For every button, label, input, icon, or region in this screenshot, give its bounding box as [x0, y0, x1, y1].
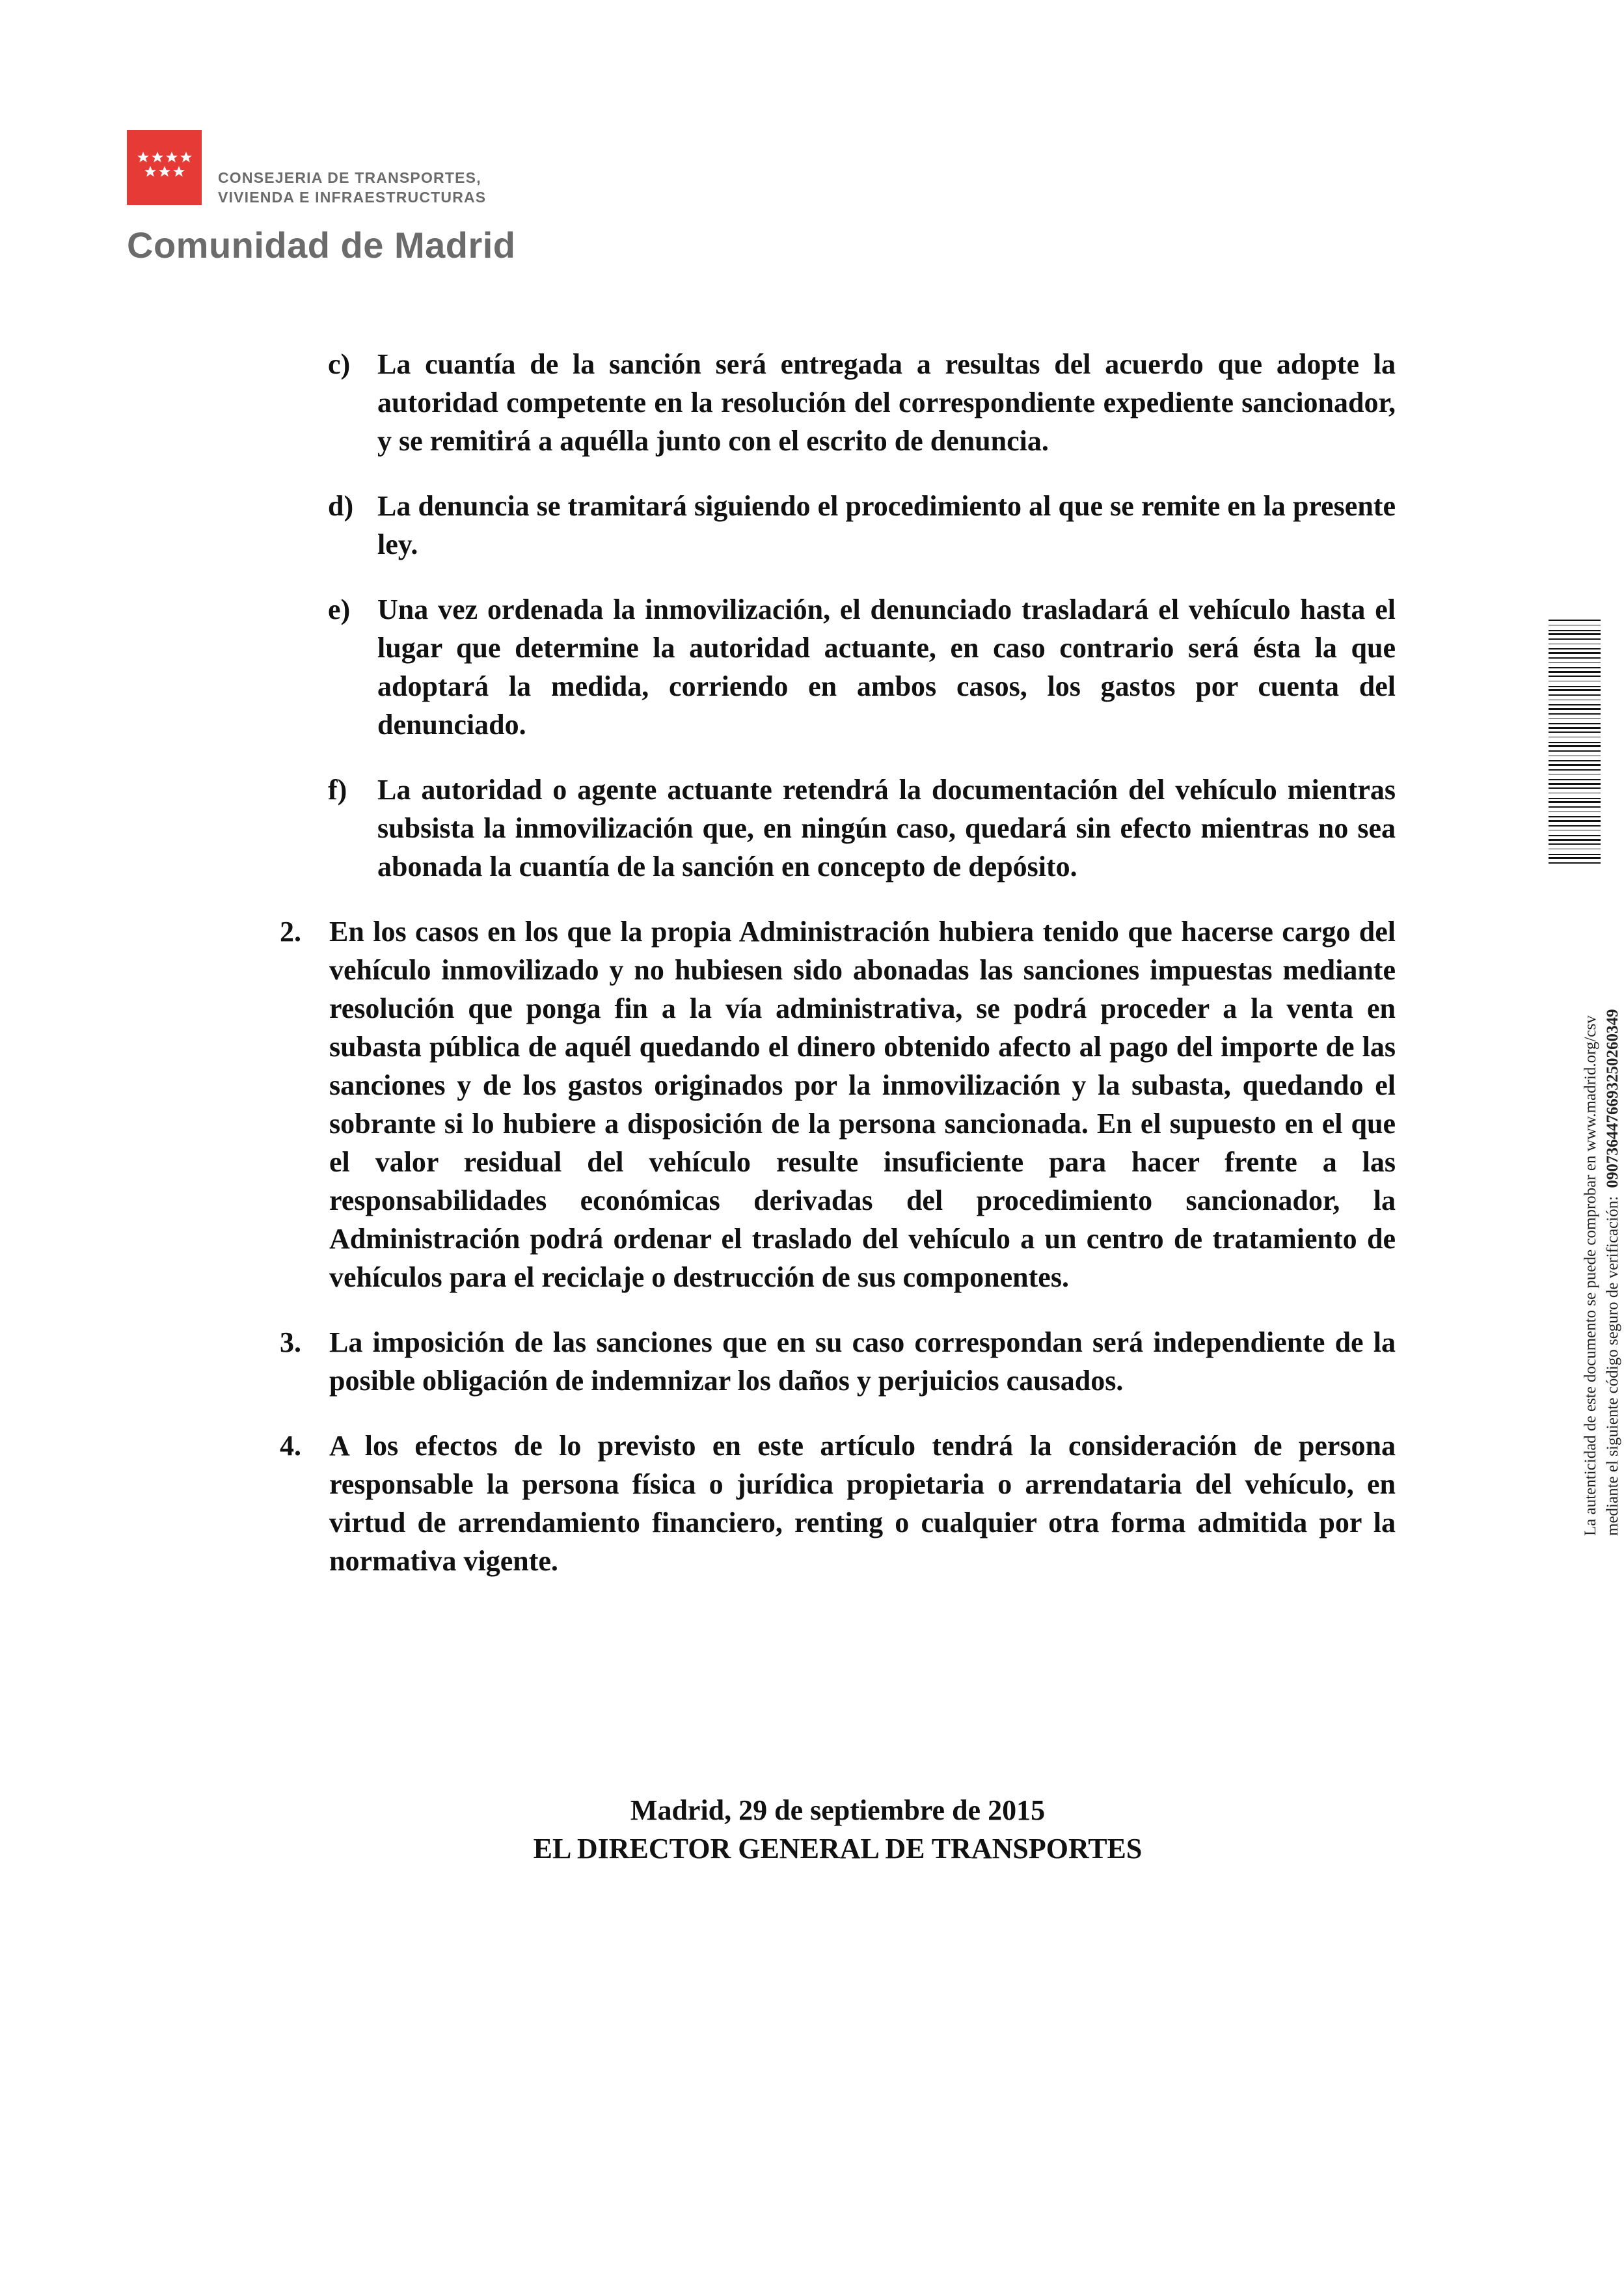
list-text: En los casos en los que la propia Administración hubiera tenido que hacerse cargo del vehículo inmovilizado y no hubiesen sido abonadas las sanciones impuestas mediante resolución que ponga fin a la vía administrativa, se podrá proceder a la venta en subasta pública de aquél quedando el dinero obtenido afecto al pago del importe de las sanciones y de los gastos originados por la inmovilización y la subasta, quedando el sobrante si lo hubiere a disposición de la persona sancionada. En el supuesto en el que el valor residual del vehículo resulte insuficiente para hacer frente a las responsabilidades económicas derivadas del procedimiento sancionador, la Administración podrá ordenar el traslado del vehículo a un centro de tratamiento de vehículos para el reciclaje o destrucción de sus componentes.	[329, 916, 1396, 1293]
list-text: La autoridad o agente actuante retendrá la documentación del vehículo mientras subsista la inmovilización que, en ningún caso, quedará sin efecto mientras no sea abonada la cuantía de la sanción en concepto de depósito.	[377, 774, 1396, 882]
department-name	[218, 168, 486, 207]
department-line-2: VIVIENDA E INFRAESTRUCTURAS	[218, 189, 487, 206]
list-item	[280, 487, 1396, 564]
department-line-1: CONSEJERIA DE TRANSPORTES,	[218, 169, 481, 186]
list-marker: e)	[328, 594, 351, 625]
brand-name: Comunidad de Madrid	[127, 225, 516, 266]
list-text: La cuantía de la sanción será entregada a resultas del acuerdo que adopte la autoridad competente en la resolución del correspondiente expediente sancionador, y se remitirá a aquélla junto con el escrito de denuncia.	[377, 348, 1396, 457]
numbered-item	[280, 1427, 1396, 1580]
list-marker: 3.	[280, 1326, 301, 1358]
numbered-item	[280, 1323, 1396, 1400]
list-marker: 2.	[280, 916, 301, 948]
signature-block	[280, 1791, 1396, 1868]
verification-note	[1580, 885, 1624, 1536]
list-item	[280, 590, 1396, 744]
numbered-item	[280, 912, 1396, 1296]
list-marker: d)	[328, 490, 354, 522]
verification-line-2	[1602, 885, 1624, 1536]
verification-code: 0907364476693250260349	[1604, 1009, 1621, 1188]
signature-place-date: Madrid, 29 de septiembre de 2015	[630, 1794, 1046, 1826]
list-text: La imposición de las sanciones que en su caso correspondan será independiente de la posible obligación de indemnizar los daños y perjuicios causados.	[329, 1326, 1396, 1397]
document-body	[280, 345, 1396, 1580]
barcode-icon	[1549, 620, 1601, 867]
list-text: La denuncia se tramitará siguiendo el procedimiento al que se remite en la presente ley.	[377, 490, 1396, 560]
list-text: Una vez ordenada la inmovilización, el denunciado trasladará el vehículo hasta el lugar que determine la autoridad actuante, en caso contrario será ésta la que adoptará la medida, corriendo en ambos casos, los gastos por cuenta del denunciado.	[377, 594, 1396, 741]
list-marker: c)	[328, 348, 351, 380]
list-marker: f)	[328, 774, 347, 806]
madrid-stars-flag-icon	[127, 130, 202, 205]
verification-prefix: mediante el siguiente código seguro de verificación:	[1604, 1196, 1621, 1536]
list-text: A los efectos de lo previsto en este artículo tendrá la consideración de persona responsable la persona física o jurídica propietaria o arrendataria del vehículo, en virtud de arrendamiento financiero, renting o cualquier otra forma admitida por la normativa vigente.	[329, 1430, 1396, 1577]
list-item	[280, 771, 1396, 886]
list-marker: 4.	[280, 1430, 301, 1462]
verification-line-1: La autenticidad de este documento se puede comprobar en www.madrid.org/csv	[1582, 1015, 1599, 1536]
signature-role: EL DIRECTOR GENERAL DE TRANSPORTES	[533, 1833, 1143, 1865]
list-item	[280, 345, 1396, 460]
